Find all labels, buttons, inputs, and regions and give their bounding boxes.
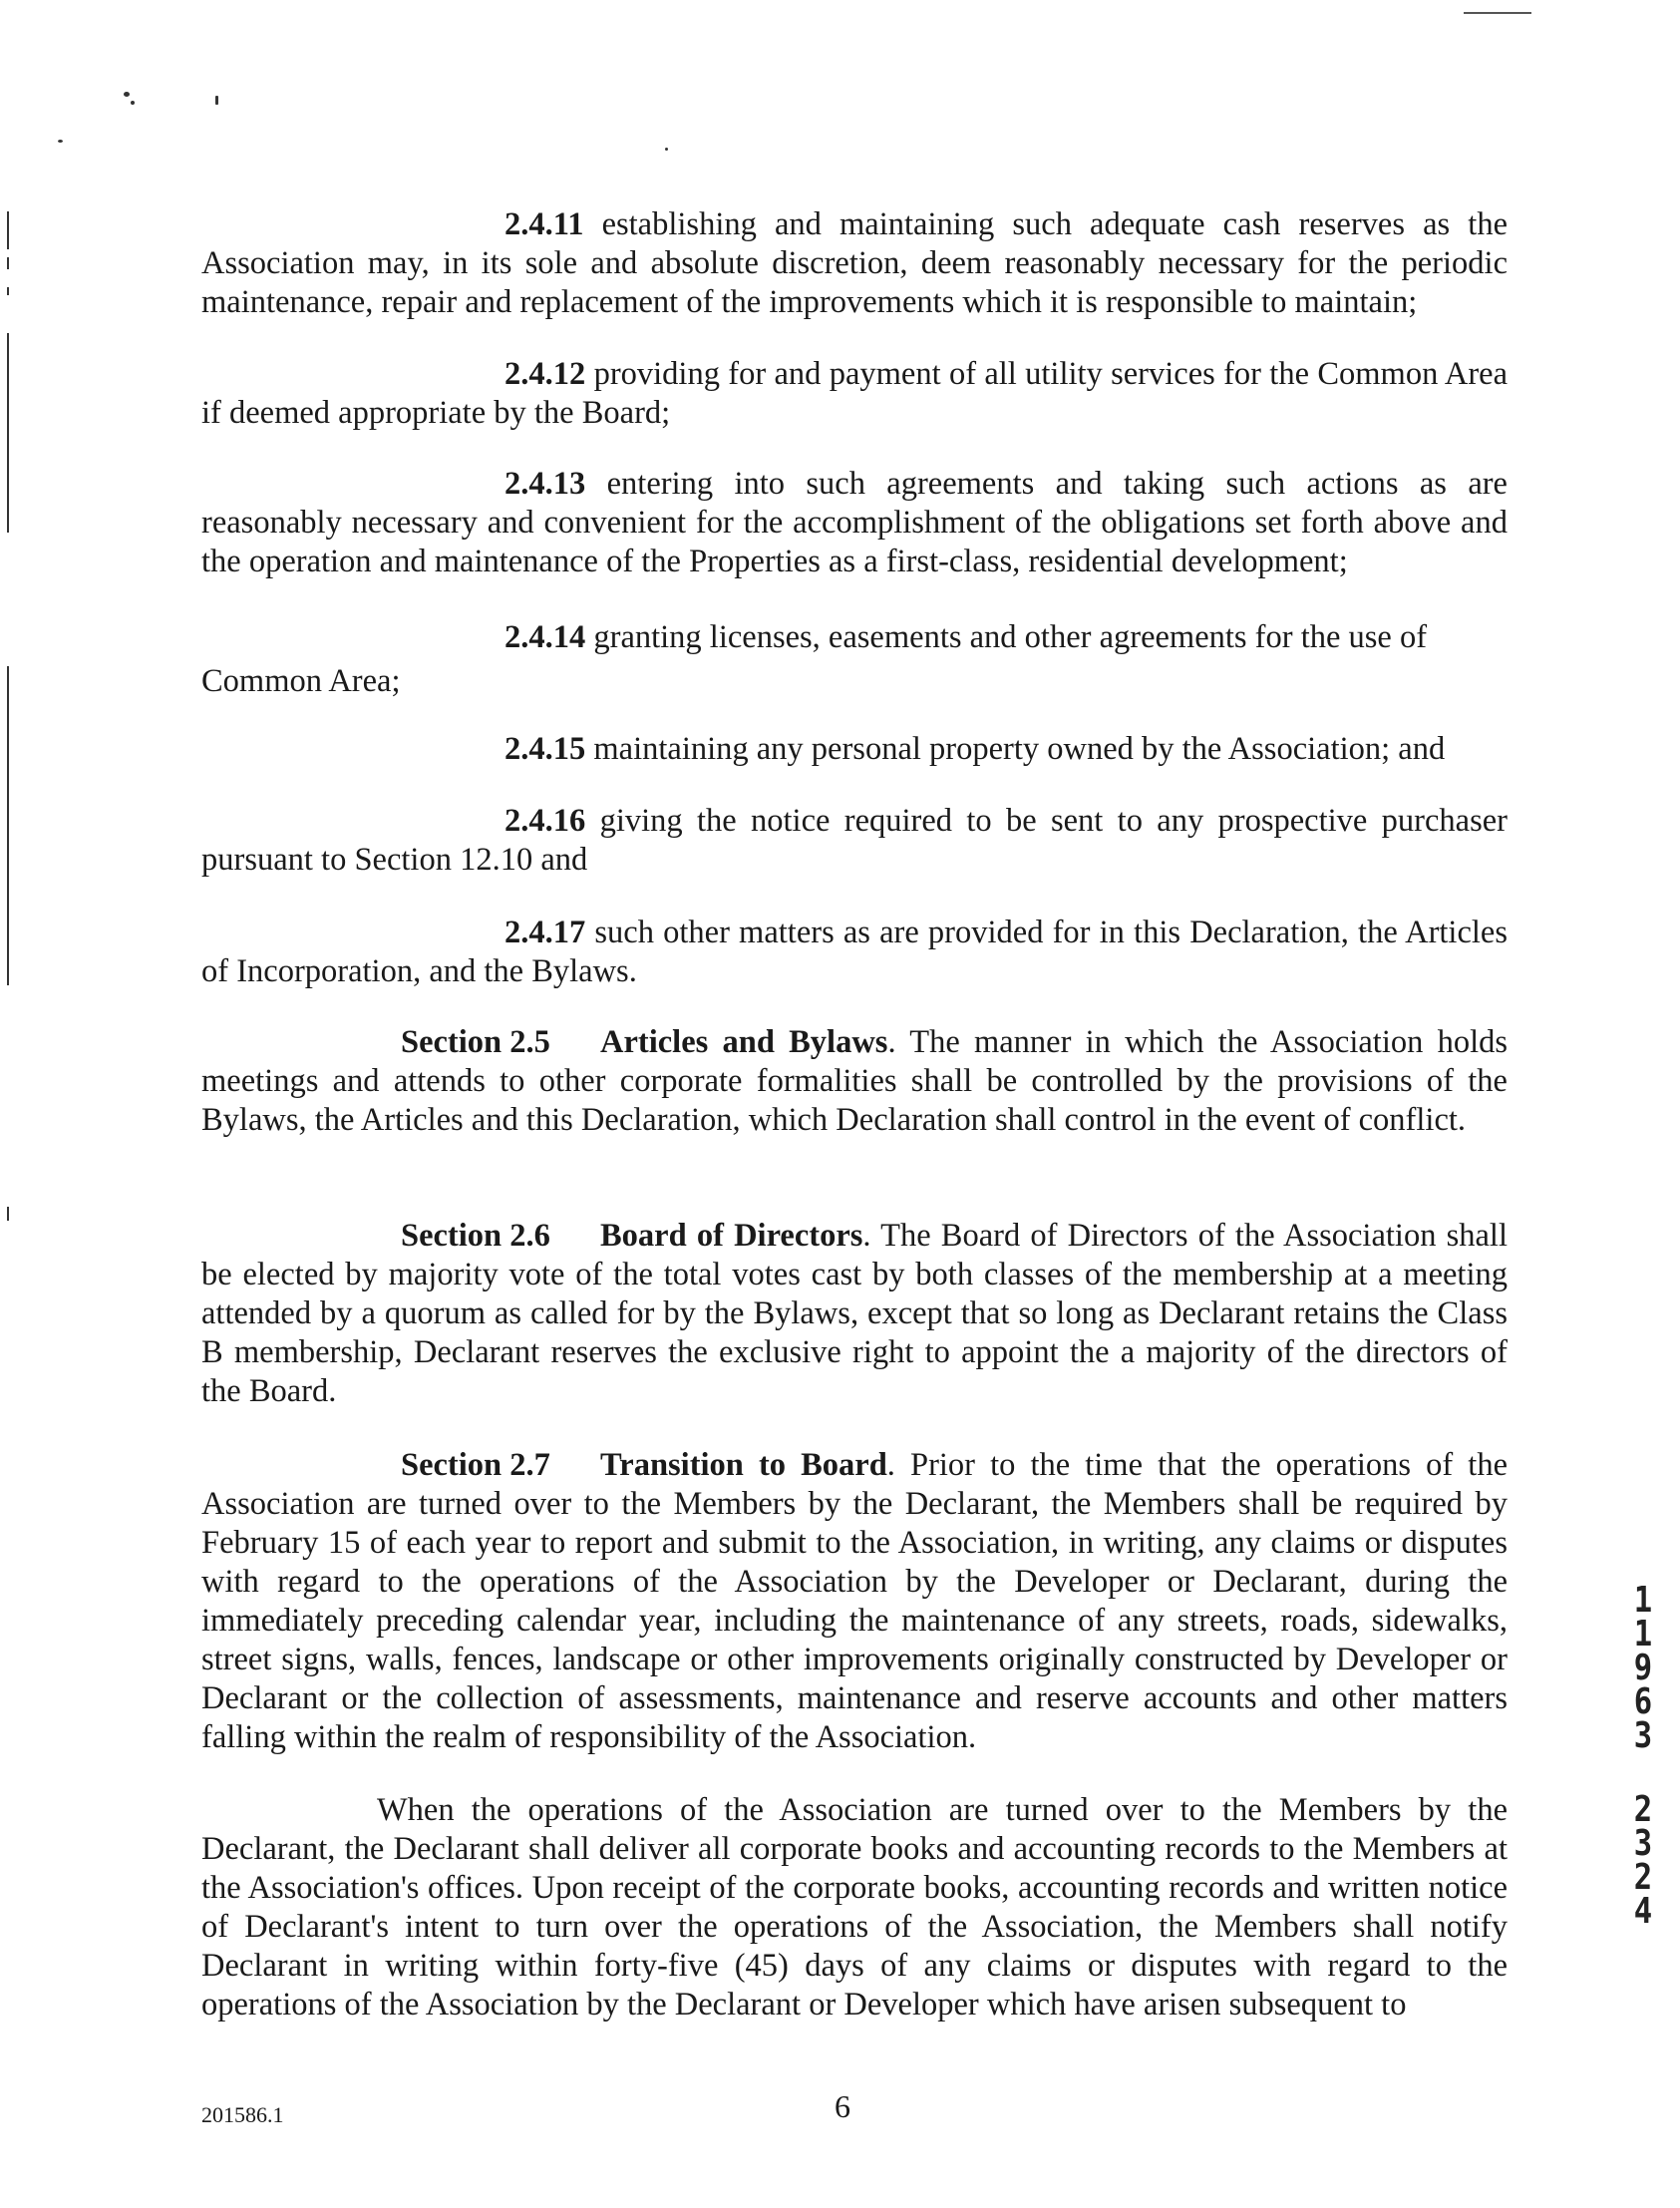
scan-speck: [124, 92, 130, 97]
clause-2-4-14-continuation: Common Area;: [201, 663, 401, 699]
margin-change-bar: [7, 1207, 9, 1221]
stamp-char: 1: [1633, 1580, 1653, 1621]
section-title: Board of Directors: [600, 1218, 863, 1254]
scan-speck: [665, 148, 668, 151]
scan-speck: [215, 96, 218, 105]
stamp-char: 3: [1633, 1823, 1653, 1864]
section-text: . The Board of Directors of the Association shall be elected by majority vote of the total votes cast by both classes of the membership at a meeting attended by a quorum as called for by the Bylaws, except that so long as Declarant retains the Class B membership, Declarant reserves the exclusive right to appoint the a majority of the directors of the Board.: [201, 1218, 1508, 1409]
clause-text: providing for and payment of all utility services for the Common Area if deemed appropriate by the Board;: [201, 356, 1508, 431]
clause-text: granting licenses, easements and other agreements for the use of: [585, 619, 1428, 655]
section-2-7: [201, 1446, 1508, 1757]
margin-stamp: [1626, 1580, 1660, 1932]
section-number: Section 2.5: [401, 1024, 550, 1060]
clause-text: establishing and maintaining such adequate cash reserves as the Association may, in its sole and absolute discretion, deem reasonably necessary for the periodic maintenance, repair and replacement of the improvements which it is responsible to maintain;: [201, 206, 1508, 320]
clause-text: such other matters as are provided for in this Declaration, the Articles of Incorporation, and the Bylaws.: [201, 915, 1508, 989]
section-number: Section 2.6: [401, 1218, 550, 1254]
margin-change-bar: [7, 287, 9, 295]
margin-change-bar: [7, 257, 9, 269]
closing-paragraph: When the operations of the Association are turned over to the Members by the Declarant, the Declarant shall deliver all corporate books and accounting records to the Members at the Association's offices. Upon receipt of the corporate books, accounting records and written notice of Declarant's intent to turn over the operations of the Association, the Members shall notify Declarant in writing within forty-five (45) days of any claims or disputes with regard to the operations of the Association by the Declarant or Developer which have arisen subsequent to: [201, 1792, 1508, 2023]
section-title: Articles and Bylaws: [600, 1024, 888, 1060]
document-id: 201586.1: [201, 2102, 284, 2127]
page-number: 6: [835, 2088, 850, 2124]
section-text: . Prior to the time that the operations of the Association are turned over to the Members by the Declarant, the Members shall be required by February 15 of each year to report and submit to the Association, in writing, any claims or disputes with regard to the operations of the Association by the Developer or Declarant, during the immediately preceding calendar year, including the maintenance of any streets, roads, sidewalks, street signs, walls, fences, landscape or other improvements originally constructed by Developer or Declarant or the collection of assessments, maintenance and reserve accounts and other matters falling within the realm of responsibility of the Association.: [201, 1447, 1509, 1755]
stamp-char: 2: [1633, 1857, 1653, 1898]
clause-number: 2.4.14: [504, 619, 586, 655]
stamp-char: 4: [1633, 1891, 1653, 1932]
clause-2-4-17: [201, 914, 1508, 991]
clause-2-4-12: [201, 355, 1508, 433]
stamp-char: 2: [1633, 1789, 1653, 1830]
clause-number: 2.4.16: [504, 803, 586, 839]
section-text: . The manner in which the Association holds meetings and attends to other corporate formalities shall be controlled by the provisions of the Bylaws, the Articles and this Declaration, which Declaration shall control in the event of conflict.: [201, 1024, 1509, 1138]
clause-text: entering into such agreements and taking such actions as are reasonably necessary and convenient for the accomplishment of the obligations set forth above and the operation and maintenance of the Properties as a first-class, residential development;: [201, 466, 1508, 579]
clause-2-4-15: [201, 730, 1508, 769]
clause-text: maintaining any personal property owned by the Association; and: [585, 731, 1446, 767]
scan-speck: [131, 101, 135, 105]
section-number: Section 2.7: [401, 1447, 550, 1483]
section-2-5: [201, 1023, 1508, 1140]
clause-text: giving the notice required to be sent to any prospective purchaser pursuant to Section 12.10 and: [201, 803, 1508, 878]
stamp-char: 3: [1633, 1715, 1653, 1756]
clause-number: 2.4.13: [504, 466, 586, 502]
stamp-char: 1: [1633, 1614, 1653, 1655]
clause-number: 2.4.12: [504, 356, 586, 392]
stamp-char: 9: [1633, 1648, 1653, 1688]
clause-number: 2.4.11: [504, 206, 584, 242]
stamp-char: 6: [1633, 1681, 1653, 1722]
clause-2-4-11: [201, 205, 1508, 322]
stamp-gap: [1626, 1753, 1660, 1793]
margin-change-bar: [7, 333, 9, 533]
clause-2-4-13: [201, 465, 1508, 581]
section-2-6: [201, 1217, 1508, 1411]
clause-2-4-16: [201, 802, 1508, 880]
section-title: Transition to Board: [600, 1447, 887, 1483]
margin-change-bar: [7, 666, 9, 985]
clause-number: 2.4.15: [504, 731, 586, 767]
margin-change-bar: [7, 211, 9, 249]
clause-number: 2.4.17: [504, 915, 586, 950]
clause-2-4-14: [201, 618, 1508, 657]
scan-speck: [58, 140, 63, 143]
scan-artifact-rule: [1464, 12, 1531, 14]
